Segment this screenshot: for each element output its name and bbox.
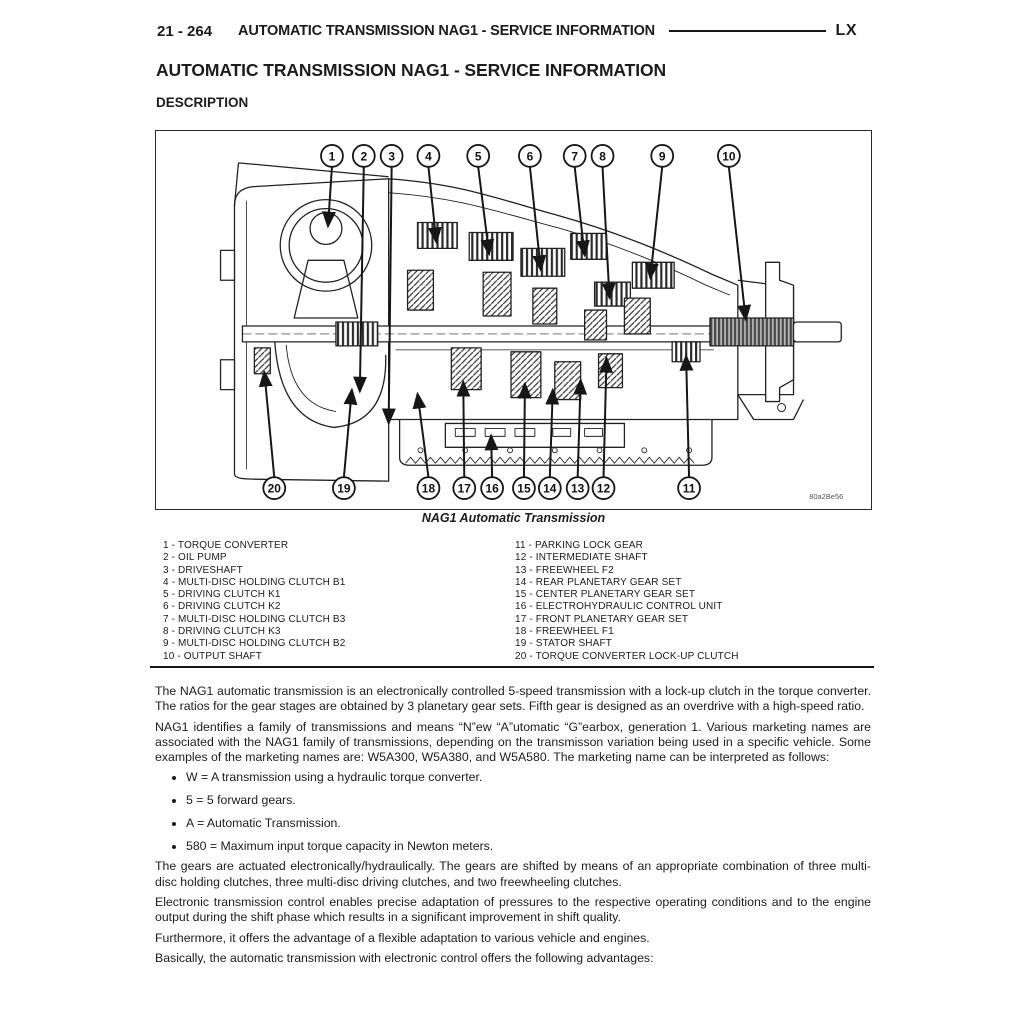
running-header-title: AUTOMATIC TRANSMISSION NAG1 - SERVICE INFORMATION	[238, 23, 655, 39]
callout-7	[564, 145, 586, 167]
legend-column-right	[515, 540, 739, 663]
electrohydraulic-control-unit	[445, 423, 624, 447]
lock-up-clutch	[254, 348, 270, 374]
callout-18-number: 18	[421, 481, 436, 496]
callout-3-number: 3	[388, 149, 395, 164]
callout-2	[353, 145, 375, 167]
legend-item: 4 - MULTI-DISC HOLDING CLUTCH B1	[163, 576, 346, 588]
rear-planetary-gear-set	[555, 362, 581, 400]
legend-item: 3 - DRIVESHAFT	[163, 564, 243, 576]
callout-1-number: 1	[328, 149, 336, 164]
callout-6-number: 6	[526, 149, 534, 164]
legend-item: 9 - MULTI-DISC HOLDING CLUTCH B2	[163, 638, 346, 650]
page-title: AUTOMATIC TRANSMISSION NAG1 - SERVICE INFORMATION	[156, 60, 667, 80]
legend-item: 11 - PARKING LOCK GEAR	[515, 540, 643, 551]
freewheel-f2	[599, 354, 623, 388]
callout-4	[418, 145, 440, 167]
callout-13-number: 13	[571, 481, 585, 496]
body-paragraph: The gears are actuated electronically/hydraulically. The gears are shifted by means of an appropriate combination of three multi-disc holding clutches, three multi-disc driving clutches, and two freewheeling clutches.	[155, 859, 871, 889]
legend-item: 13 - FREEWHEEL F2	[515, 564, 614, 576]
oil-pan	[400, 419, 712, 465]
list-item: • 580 = Maximum input torque capacity in Newton meters.	[186, 839, 871, 854]
torque-converter	[254, 200, 385, 428]
callout-14-number: 14	[543, 481, 557, 496]
figure-code: 80a2Be56	[809, 492, 844, 502]
figure-caption: NAG1 Automatic Transmission	[421, 511, 606, 525]
callout-4-number: 4	[425, 149, 432, 164]
callout-10-number: 10	[722, 149, 736, 164]
header-rule	[669, 30, 826, 32]
transmission-cross-section-drawing	[156, 131, 871, 509]
callout-9	[651, 145, 673, 167]
callout-1	[321, 145, 343, 167]
legend-item: 5 - DRIVING CLUTCH K1	[163, 589, 281, 601]
callout-12	[593, 477, 615, 499]
list-item: • W = A transmission using a hydraulic torque converter.	[186, 770, 871, 785]
callout-18	[418, 477, 440, 499]
legend-item: 16 - ELECTROHYDRAULIC CONTROL UNIT	[515, 601, 723, 613]
callout-7-number: 7	[571, 149, 578, 164]
legend-item: 17 - FRONT PLANETARY GEAR SET	[515, 613, 689, 625]
callout-5-number: 5	[474, 149, 482, 164]
transmission-figure	[155, 130, 872, 510]
legend-item: 6 - DRIVING CLUTCH K2	[163, 601, 281, 613]
callout-9-number: 9	[658, 149, 666, 164]
callout-15	[513, 477, 535, 499]
clutch-b2	[632, 262, 674, 288]
clutch-b1	[418, 223, 458, 249]
legend-item: 19 - STATOR SHAFT	[515, 638, 613, 650]
vehicle-code: LX	[835, 22, 857, 39]
callout-16	[481, 477, 503, 499]
front-planetary-gear-set	[451, 348, 481, 390]
callout-13	[567, 477, 589, 499]
callout-2-number: 2	[360, 149, 368, 164]
callout-15-number: 15	[517, 481, 531, 496]
clutch-b3	[571, 233, 607, 259]
legend-item: 8 - DRIVING CLUTCH K3	[163, 626, 281, 638]
body-paragraph: Basically, the automatic transmission with electronic control offers the following advantages:	[155, 950, 654, 965]
callout-6	[519, 145, 541, 167]
drawing-line-art	[221, 163, 842, 481]
callout-8	[592, 145, 614, 167]
callout-12-number: 12	[596, 481, 611, 496]
body-paragraph: Furthermore, it offers the advantage of a flexible adaptation to various vehicle and engines.	[155, 930, 650, 945]
section-title: DESCRIPTION	[156, 95, 249, 110]
callout-17	[453, 477, 475, 499]
legend-item: 15 - CENTER PLANETARY GEAR SET	[515, 589, 696, 601]
legend-item: 1 - TORQUE CONVERTER	[163, 540, 289, 551]
description-body	[155, 684, 871, 971]
callout-16-number: 16	[485, 481, 499, 496]
legend-column-left	[163, 540, 345, 663]
legend-item: 7 - MULTI-DISC HOLDING CLUTCH B3	[163, 613, 346, 625]
list-item: • 5 = 5 forward gears.	[186, 793, 871, 808]
legend-item: 12 - INTERMEDIATE SHAFT	[515, 552, 648, 564]
legend-item: 2 - OIL PUMP	[163, 552, 227, 564]
callout-19-number: 19	[337, 481, 351, 496]
legend-bottom-rule	[150, 666, 874, 668]
body-paragraph: The NAG1 automatic transmission is an electronically controlled 5-speed transmission with a lock-up clutch in the torque converter. The ratios for the gear stages are obtained by 3 planetary gear sets. Fifth gear is designed as an overdrive with a high-speed ratio.	[155, 684, 871, 714]
page-number: 21 - 264	[157, 22, 213, 40]
center-planetary-gear-set	[511, 352, 541, 398]
figure-legend	[155, 540, 872, 662]
running-header	[157, 22, 857, 40]
output-shaft-splines	[710, 318, 794, 346]
callout-11	[678, 477, 700, 499]
callout-14	[539, 477, 561, 499]
stator-shaft-splines	[336, 322, 378, 346]
clutch-k1	[469, 232, 513, 260]
callout-11-number: 11	[682, 481, 696, 496]
callout-5	[467, 145, 489, 167]
callout-3	[381, 145, 403, 167]
output-shaft-stub	[794, 322, 842, 342]
body-paragraph: Electronic transmission control enables precise adaptation of pressures to the respective operating conditions and to the engine output during the shift phase which results in a significant improvement in shift quality.	[155, 895, 871, 925]
callout-17-number: 17	[457, 481, 471, 496]
callout-19	[333, 477, 355, 499]
legend-item: 10 - OUTPUT SHAFT	[163, 650, 263, 662]
list-item: • A = Automatic Transmission.	[186, 816, 871, 831]
callout-20	[263, 477, 285, 499]
callout-10	[718, 145, 740, 167]
legend-item: 18 - FREEWHEEL F1	[515, 626, 614, 638]
marketing-name-list	[155, 770, 871, 854]
legend-item: 14 - REAR PLANETARY GEAR SET	[515, 576, 682, 588]
callout-8-number: 8	[599, 149, 606, 164]
legend-item: 20 - TORQUE CONVERTER LOCK-UP CLUTCH	[515, 650, 739, 662]
body-paragraph: NAG1 identifies a family of transmissions and means “N”ew “A”utomatic “G”earbox, generation 1. Various marketing names are associated with the NAG1 family of transmissions, depending on the transmisson variation being used in a specific vehicle. Some examples of the marketing names are: W5A300, W5A380, and W5A580. The marketing name can be interpreted as follows:	[155, 719, 871, 765]
callout-20-number: 20	[267, 481, 281, 496]
clutch-k2	[521, 248, 565, 276]
